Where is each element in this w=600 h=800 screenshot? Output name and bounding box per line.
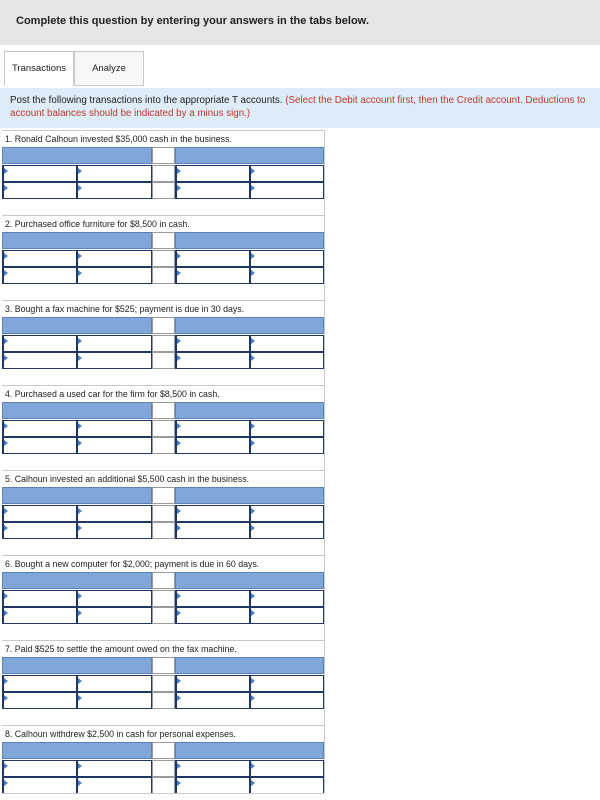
entry-marker-icon: [251, 678, 255, 684]
debit-right-input[interactable]: [78, 420, 152, 437]
entry-marker-icon: [251, 508, 255, 514]
debit-right-input[interactable]: [78, 590, 152, 607]
transaction-block: [2, 385, 324, 454]
transaction-block: [2, 470, 324, 539]
entry-marker-icon: [4, 338, 8, 344]
debit-right-input[interactable]: [78, 335, 152, 352]
entry-marker-icon: [177, 695, 181, 701]
t-account-header-row: [2, 742, 324, 759]
t-account-header-row: [2, 657, 324, 674]
entry-marker-icon: [177, 168, 181, 174]
debit-left-input[interactable]: [2, 777, 78, 794]
t-account-header-row: [2, 232, 324, 249]
debit-left-input[interactable]: [2, 505, 78, 522]
entry-marker-icon: [251, 780, 255, 786]
credit-left-input[interactable]: [175, 522, 251, 539]
header-separator-cell: [152, 402, 175, 419]
credit-right-input[interactable]: [251, 760, 324, 777]
credit-account-select[interactable]: [175, 402, 324, 419]
credit-account-select[interactable]: [175, 147, 324, 164]
credit-left-input[interactable]: [175, 437, 251, 454]
credit-left-input[interactable]: [175, 607, 251, 624]
debit-right-input[interactable]: [78, 182, 152, 199]
t-account-entry-row: [2, 182, 324, 199]
transaction-block: [2, 300, 324, 369]
row-separator-cell: [152, 692, 175, 709]
entry-marker-icon: [78, 525, 82, 531]
debit-left-input[interactable]: [2, 165, 78, 182]
entry-marker-icon: [177, 440, 181, 446]
header-separator-cell: [152, 147, 175, 164]
credit-right-input[interactable]: [251, 505, 324, 522]
transaction-block: [2, 215, 324, 284]
header-separator-cell: [152, 317, 175, 334]
credit-account-select[interactable]: [175, 232, 324, 249]
credit-right-input[interactable]: [251, 335, 324, 352]
entry-marker-icon: [177, 763, 181, 769]
transaction-text: 2. Purchased office furniture for $8,500 in cash.: [2, 215, 324, 232]
credit-left-input[interactable]: [175, 675, 251, 692]
credit-left-input[interactable]: [175, 182, 251, 199]
entry-marker-icon: [4, 185, 8, 191]
debit-account-select[interactable]: [2, 147, 152, 164]
debit-left-input[interactable]: [2, 692, 78, 709]
debit-left-input[interactable]: [2, 182, 78, 199]
t-account-header-row: [2, 317, 324, 334]
t-account-entry-row: [2, 437, 324, 454]
t-account-entry-row: [2, 505, 324, 522]
debit-right-input[interactable]: [78, 607, 152, 624]
credit-account-select[interactable]: [175, 742, 324, 759]
credit-left-input[interactable]: [175, 352, 251, 369]
entry-marker-icon: [251, 525, 255, 531]
row-separator-cell: [152, 760, 175, 777]
header-separator-cell: [152, 487, 175, 504]
row-separator-cell: [152, 182, 175, 199]
transaction-text: 5. Calhoun invested an additional $5,500 cash in the business.: [2, 470, 324, 487]
entry-marker-icon: [177, 270, 181, 276]
entry-marker-icon: [78, 440, 82, 446]
entry-marker-icon: [78, 508, 82, 514]
t-account-entry-row: [2, 590, 324, 607]
credit-right-input[interactable]: [251, 420, 324, 437]
debit-account-select[interactable]: [2, 487, 152, 504]
header-separator-cell: [152, 657, 175, 674]
entry-marker-icon: [78, 695, 82, 701]
entry-marker-icon: [251, 440, 255, 446]
debit-account-select[interactable]: [2, 232, 152, 249]
header-separator-cell: [152, 742, 175, 759]
credit-right-input[interactable]: [251, 777, 324, 794]
credit-left-input[interactable]: [175, 250, 251, 267]
t-account-entry-row: [2, 675, 324, 692]
credit-account-select[interactable]: [175, 657, 324, 674]
entry-marker-icon: [251, 270, 255, 276]
entry-marker-icon: [177, 678, 181, 684]
t-account-entry-row: [2, 267, 324, 284]
entry-marker-icon: [177, 253, 181, 259]
credit-right-input[interactable]: [251, 590, 324, 607]
entry-marker-icon: [4, 168, 8, 174]
debit-account-select[interactable]: [2, 317, 152, 334]
debit-right-input[interactable]: [78, 692, 152, 709]
list-bottom-border: [2, 793, 324, 794]
row-separator-cell: [152, 437, 175, 454]
row-separator-cell: [152, 522, 175, 539]
credit-right-input[interactable]: [251, 352, 324, 369]
credit-left-input[interactable]: [175, 420, 251, 437]
t-account-entry-row: [2, 250, 324, 267]
transaction-block: [2, 555, 324, 624]
credit-left-input[interactable]: [175, 335, 251, 352]
entry-marker-icon: [177, 593, 181, 599]
row-separator-cell: [152, 590, 175, 607]
credit-right-input[interactable]: [251, 165, 324, 182]
instructions-text: Post the following transactions into the appropriate T accounts.: [10, 95, 283, 106]
credit-right-input[interactable]: [251, 607, 324, 624]
entry-marker-icon: [251, 593, 255, 599]
debit-left-input[interactable]: [2, 250, 78, 267]
entry-marker-icon: [4, 593, 8, 599]
entry-marker-icon: [177, 185, 181, 191]
entry-marker-icon: [78, 423, 82, 429]
credit-left-input[interactable]: [175, 505, 251, 522]
entry-marker-icon: [177, 525, 181, 531]
transaction-text: 3. Bought a fax machine for $525; payment is due in 30 days.: [2, 300, 324, 317]
row-separator-cell: [152, 777, 175, 794]
debit-left-input[interactable]: [2, 267, 78, 284]
debit-account-select[interactable]: [2, 742, 152, 759]
instructions-panel: [0, 88, 600, 128]
credit-right-input[interactable]: [251, 692, 324, 709]
question-header: [0, 0, 600, 45]
instructions-note: (Select the Debit account first, then the Credit account. Deductions to account balances should be indicated by a minus sign.): [10, 95, 586, 119]
entry-marker-icon: [251, 610, 255, 616]
t-account-entry-row: [2, 352, 324, 369]
debit-left-input[interactable]: [2, 590, 78, 607]
header-separator-cell: [152, 232, 175, 249]
credit-left-input[interactable]: [175, 760, 251, 777]
credit-right-input[interactable]: [251, 522, 324, 539]
t-account-header-row: [2, 487, 324, 504]
debit-left-input[interactable]: [2, 522, 78, 539]
list-right-border: [324, 130, 325, 793]
entry-marker-icon: [78, 185, 82, 191]
debit-right-input[interactable]: [78, 760, 152, 777]
credit-left-input[interactable]: [175, 590, 251, 607]
entry-marker-icon: [177, 338, 181, 344]
entry-marker-icon: [4, 355, 8, 361]
debit-left-input[interactable]: [2, 675, 78, 692]
entry-marker-icon: [251, 695, 255, 701]
credit-left-input[interactable]: [175, 692, 251, 709]
debit-right-input[interactable]: [78, 675, 152, 692]
entry-marker-icon: [78, 610, 82, 616]
debit-right-input[interactable]: [78, 437, 152, 454]
debit-account-select[interactable]: [2, 402, 152, 419]
credit-right-input[interactable]: [251, 250, 324, 267]
t-account-entry-row: [2, 692, 324, 709]
credit-right-input[interactable]: [251, 267, 324, 284]
entry-marker-icon: [4, 270, 8, 276]
entry-marker-icon: [177, 508, 181, 514]
entry-marker-icon: [78, 253, 82, 259]
debit-right-input[interactable]: [78, 352, 152, 369]
debit-left-input[interactable]: [2, 335, 78, 352]
entry-marker-icon: [78, 780, 82, 786]
entry-marker-icon: [78, 270, 82, 276]
t-account-header-row: [2, 147, 324, 164]
debit-right-input[interactable]: [78, 250, 152, 267]
entry-marker-icon: [4, 610, 8, 616]
entry-marker-icon: [78, 678, 82, 684]
debit-right-input[interactable]: [78, 522, 152, 539]
debit-left-input[interactable]: [2, 352, 78, 369]
debit-account-select[interactable]: [2, 657, 152, 674]
credit-account-select[interactable]: [175, 572, 324, 589]
row-separator-cell: [152, 267, 175, 284]
entry-marker-icon: [4, 423, 8, 429]
transaction-text: 1. Ronald Calhoun invested $35,000 cash in the business.: [2, 130, 324, 147]
t-account-entry-row: [2, 335, 324, 352]
credit-right-input[interactable]: [251, 182, 324, 199]
credit-right-input[interactable]: [251, 437, 324, 454]
header-title: Complete this question by entering your answers in the tabs below.: [16, 15, 369, 27]
credit-right-input[interactable]: [251, 675, 324, 692]
t-account-header-row: [2, 402, 324, 419]
entry-marker-icon: [251, 253, 255, 259]
row-separator-cell: [152, 352, 175, 369]
transaction-text: 4. Purchased a used car for the firm for $8,500 in cash.: [2, 385, 324, 402]
credit-account-select[interactable]: [175, 317, 324, 334]
debit-right-input[interactable]: [78, 777, 152, 794]
t-account-entry-row: [2, 607, 324, 624]
row-separator-cell: [152, 607, 175, 624]
header-separator-cell: [152, 572, 175, 589]
entry-marker-icon: [4, 440, 8, 446]
entry-marker-icon: [177, 355, 181, 361]
entry-marker-icon: [78, 338, 82, 344]
entry-marker-icon: [177, 610, 181, 616]
credit-account-select[interactable]: [175, 487, 324, 504]
credit-left-input[interactable]: [175, 777, 251, 794]
row-separator-cell: [152, 675, 175, 692]
t-account-entry-row: [2, 777, 324, 794]
entry-marker-icon: [78, 763, 82, 769]
entry-marker-icon: [251, 168, 255, 174]
entry-marker-icon: [251, 355, 255, 361]
t-account-entry-row: [2, 522, 324, 539]
entry-marker-icon: [177, 780, 181, 786]
entry-marker-icon: [251, 423, 255, 429]
transaction-text: 6. Bought a new computer for $2,000; payment is due in 60 days.: [2, 555, 324, 572]
entry-marker-icon: [251, 338, 255, 344]
entry-marker-icon: [177, 423, 181, 429]
t-account-entry-row: [2, 165, 324, 182]
credit-left-input[interactable]: [175, 267, 251, 284]
entry-marker-icon: [78, 168, 82, 174]
entry-marker-icon: [4, 695, 8, 701]
debit-left-input[interactable]: [2, 420, 78, 437]
tab-analyze[interactable]: Analyze: [74, 51, 144, 86]
transaction-text: 8. Calhoun withdrew $2,500 in cash for personal expenses.: [2, 725, 324, 742]
row-separator-cell: [152, 420, 175, 437]
entry-marker-icon: [4, 763, 8, 769]
t-account-entry-row: [2, 760, 324, 777]
entry-marker-icon: [4, 508, 8, 514]
t-account-header-row: [2, 572, 324, 589]
row-separator-cell: [152, 165, 175, 182]
transaction-block: [2, 725, 324, 794]
credit-left-input[interactable]: [175, 165, 251, 182]
entry-marker-icon: [4, 678, 8, 684]
entry-marker-icon: [4, 253, 8, 259]
entry-marker-icon: [251, 185, 255, 191]
transaction-block: [2, 640, 324, 709]
row-separator-cell: [152, 250, 175, 267]
debit-right-input[interactable]: [78, 267, 152, 284]
debit-right-input[interactable]: [78, 505, 152, 522]
row-separator-cell: [152, 505, 175, 522]
t-account-entry-row: [2, 420, 324, 437]
transaction-text: 7. Paid $525 to settle the amount owed on the fax machine.: [2, 640, 324, 657]
entry-marker-icon: [78, 593, 82, 599]
entry-marker-icon: [78, 355, 82, 361]
debit-account-select[interactable]: [2, 572, 152, 589]
tab-transactions[interactable]: Transactions: [4, 51, 74, 86]
entry-marker-icon: [251, 763, 255, 769]
debit-left-input[interactable]: [2, 607, 78, 624]
debit-left-input[interactable]: [2, 760, 78, 777]
entry-marker-icon: [4, 525, 8, 531]
row-separator-cell: [152, 335, 175, 352]
entry-marker-icon: [4, 780, 8, 786]
transaction-block: [2, 130, 324, 199]
debit-left-input[interactable]: [2, 437, 78, 454]
debit-right-input[interactable]: [78, 165, 152, 182]
